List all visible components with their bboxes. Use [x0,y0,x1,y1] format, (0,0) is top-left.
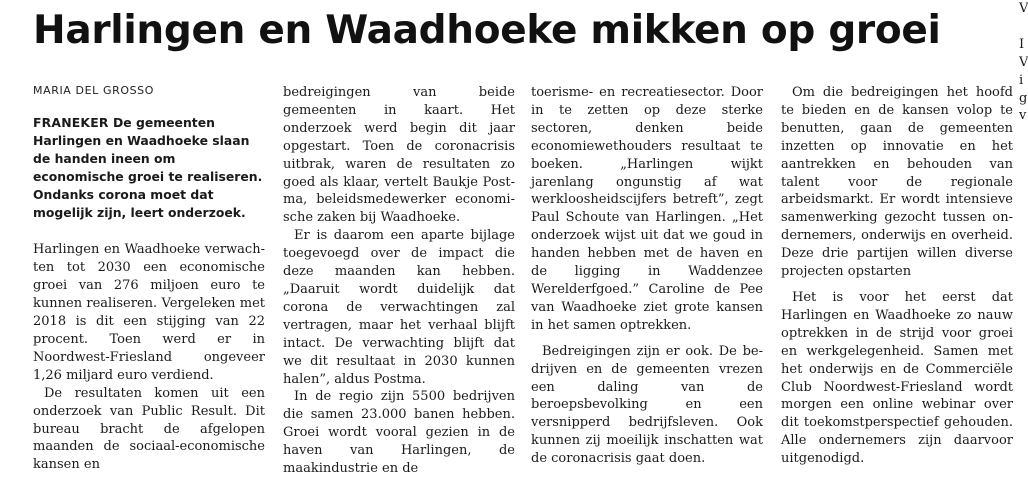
lead-text: De gemeenten Harlingen en Waadhoeke slaan de handen ineen om economische groei te realiseren. Ondanks corona moet dat mogelijk zijn, leert onderzoek. [33,115,263,220]
edge-letter [1019,304,1028,322]
edge-letter [1019,197,1028,215]
edge-letter: I [1019,36,1025,52]
body-paragraph: Bedreigingen zijn er ook. De bedrijven en de gemeenten vrezen een daling van de beroepsbevolking en een versnipperd bedrijfsleven. Ook kunnen zij moeilijk inschatten wat de coronacrisis gaat doen. [531,343,763,467]
edge-letter [1019,376,1028,394]
dateline: FRANEKER [33,115,109,130]
edge-letter [1019,358,1028,376]
edge-letter [1019,340,1028,358]
adjacent-article-edge [1019,0,1028,454]
article-column-2 [283,84,515,478]
body-paragraph: Harlingen en Waadhoeke verwachten tot 2030 een economische groei van 276 miljoen euro te kunnen realiseren. Vergeleken met 2018 is dit een stijging van 22 procent. Toen werd er in Noordwest-Friesland ongeveer 1,26 miljard euro verdiend. [33,242,265,383]
lead-paragraph [33,114,265,221]
byline: MARIA DEL GROSSO [33,84,155,97]
edge-letter: i [1019,72,1024,88]
edge-letter [1019,143,1028,161]
edge-letter [1019,269,1028,287]
edge-letter [1019,125,1028,143]
edge-letter [1019,251,1028,269]
edge-letter: v [1019,108,1027,124]
edge-letter [1019,161,1028,179]
edge-letter [1019,179,1028,197]
body-paragraph: Om die bedreigingen het hoofd te bieden en de kansen volop te benutten, gaan de gemeenten inzetten op innovatie en het aantrekken en behouden van talent voor de regionale arbeidsmarkt. Er wordt intensieve samenwerking gezocht tussen ondernemers, onderwijs en overheid. Deze drie partijen willen diverse projecten opstarten [781,85,1013,280]
edge-letter [1019,322,1028,340]
body-paragraph: toerisme- en recreatiesector. Door in te zetten op deze sterke sectoren, denken beide economiewethouders resultaat te boeken. „Harlingen wijkt jarenlang ongunstig af wat werkloosheidscijfers betreft”, zegt Paul Schoute van Harlingen. „Het onderzoek wijst uit dat we goud in handen hebben met de haven en de ligging in Waddenzee Werelderfgoed.” Caroline de Pee van Waadhoeke ziet grote kansen in het samen optrekken. [531,85,763,333]
edge-letter [1019,287,1028,305]
article-column-1 [33,114,265,474]
article-column-3 [531,84,763,468]
body-paragraph: Er is daarom een aparte bijlage toegevoegd over de impact die deze maanden kan hebben. „Daaruit wordt duidelijk dat corona de verwachtingen zal vertragen, maar het verhaal blijft intact. De verwachting blijft dat we dit resultaat in 2030 kunnen halen”, aldus Postma. [283,228,515,387]
edge-letter [1019,18,1028,36]
body-paragraph: In de regio zijn 5500 bedrijven die samen 23.000 banen hebben. Groei wordt vooral gezien in de haven van Harlingen, de maakindustrie en de [283,389,515,477]
edge-letter: V [1019,54,1028,70]
body-paragraph: De resultaten komen uit een onderzoek van Public Result. Dit bureau bracht de afgelopen maanden de sociaal-economische kansen en [33,385,265,473]
edge-letter: V [1019,1,1028,16]
edge-letter [1019,233,1028,251]
article-column-4 [781,84,1013,468]
body-paragraph: bedreigingen van beide gemeenten in kaart. Het onderzoek werd begin dit jaar opgestart. Toen de coronacrisis uitbrak, waren de resultaten zo goed als klaar, vertelt Baukje Postma, beleidsmedewerker economische zaken bij Waadhoeke. [283,85,515,226]
headline: Harlingen en Waadhoeke mikken op groei [33,8,941,53]
body-paragraph: Het is voor het eerst dat Harlingen en Waadhoeke zo nauw optrekken in de strijd voor groei en werkgelegenheid. Samen met het onderwijs en de Commerciële Club Noordwest-Friesland wordt morgen een online webinar over dit toekomstperspectief gehouden. Alle ondernemers zijn daarvoor uitgenodigd. [781,289,1013,467]
edge-letter: g [1019,90,1028,106]
edge-letter [1019,215,1028,233]
